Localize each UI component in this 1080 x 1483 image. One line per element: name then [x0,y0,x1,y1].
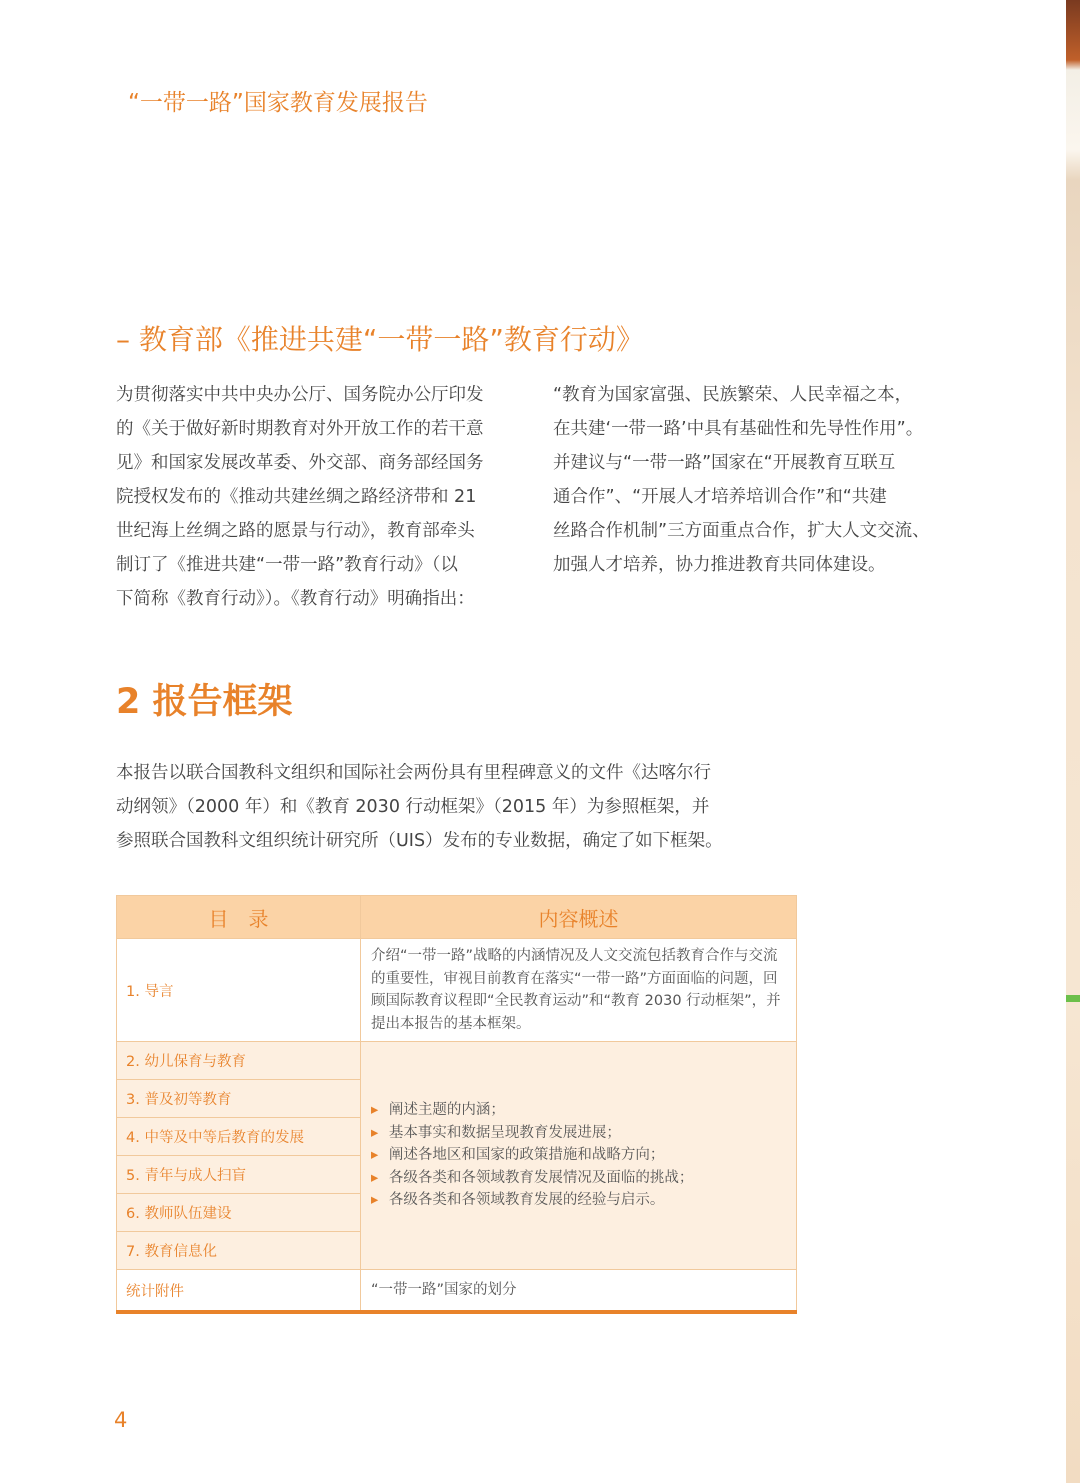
text-line: 为贯彻落实中共中央办公厅、国务院办公厅印发 [116,385,484,405]
running-header: “一带一路”国家教育发展报告 [128,90,428,116]
text-line: 的《关于做好新时期教育对外开放工作的若干意 [116,419,484,439]
chapter-points [361,1042,797,1270]
text-line: 世纪海上丝绸之路的愿景与行动》，教育部牵头 [116,521,475,541]
text-line: 动纲领》（2000 年）和《教育 2030 行动框架》（2015 年）为参照框架，并 [116,797,710,817]
adjacent-page-edge [1066,0,1080,1483]
chapter-label: 6. 教师队伍建设 [117,1194,361,1232]
bullet-item: ▸ 各级各类和各领域教育发展的经验与启示。 [371,1189,786,1212]
section-title: 2 报告框架 [116,682,293,722]
text-line: “教育为国家富强、民族繁荣、人民幸福之本， [553,385,913,405]
text-line: 制订了《推进共建“一带一路”教育行动》（以 [116,555,458,575]
right-column-paragraph [553,378,930,582]
text-line: 在共建‘一带一路’中具有基础性和先导性作用”。 [553,419,924,439]
page-number: 4 [114,1408,128,1432]
chapter-label: 7. 教育信息化 [117,1232,361,1270]
text-line: 见》和国家发展改革委、外交部、商务部经国务 [116,453,484,473]
bullet-item: ▸ 基本事实和数据呈现教育发展进展； [371,1122,786,1145]
text-line: 本报告以联合国教科文组织和国际社会两份具有里程碑意义的文件《达喀尔行 [116,763,711,783]
intro-paragraph [116,756,723,858]
text-line: 参照联合国教科文组织统计研究所（UIS）发布的专业数据，确定了如下框架。 [116,831,723,851]
bullet-item: ▸ 阐述主题的内涵； [371,1099,786,1122]
framework-table [116,895,797,1314]
chapter-label: 5. 青年与成人扫盲 [117,1156,361,1194]
text-line: 通合作”、“开展人才培养培训合作”和“共建 [553,487,887,507]
chapter-label: 3. 普及初等教育 [117,1080,361,1118]
text-line: 院授权发布的《推动共建丝绸之路经济带和 21 [116,487,477,507]
appendix-summary: “一带一路”国家的划分 [361,1270,797,1313]
chapter-label: 4. 中等及中等后教育的发展 [117,1118,361,1156]
text-line: 丝路合作机制”三方面重点合作，扩大人文交流、 [553,521,930,541]
bullet-item: ▸ 各级各类和各领域教育发展情况及面临的挑战； [371,1167,786,1190]
header-summary: 内容概述 [361,896,797,939]
appendix-label: 统计附件 [117,1270,361,1313]
bullet-item: ▸ 阐述各地区和国家的政策措施和战略方向； [371,1144,786,1167]
text-line: 并建议与“一带一路”国家在“开展教育互联互 [553,453,896,473]
left-column-paragraph [116,378,484,616]
text-line: 加强人才培养，协力推进教育共同体建设。 [553,555,886,575]
chapter-label: 2. 幼儿保育与教育 [117,1042,361,1080]
chapter-summary: 介绍“一带一路”战略的内涵情况及人文交流包括教育合作与交流的重要性，审视目前教育在落实“一带一路”方面面临的问题，回顾国际教育议程即“全民教育运动”和“教育 2030 行动框架”，并提出本报告的基本框架。 [361,939,797,1042]
text-line: 下简称《教育行动》）。《教育行动》明确指出： [116,589,475,609]
header-contents: 目 录 [117,896,361,939]
subheading: – 教育部《推进共建“一带一路”教育行动》 [116,323,644,356]
green-marker [1066,995,1080,1002]
chapter-label: 1. 导言 [117,939,361,1042]
